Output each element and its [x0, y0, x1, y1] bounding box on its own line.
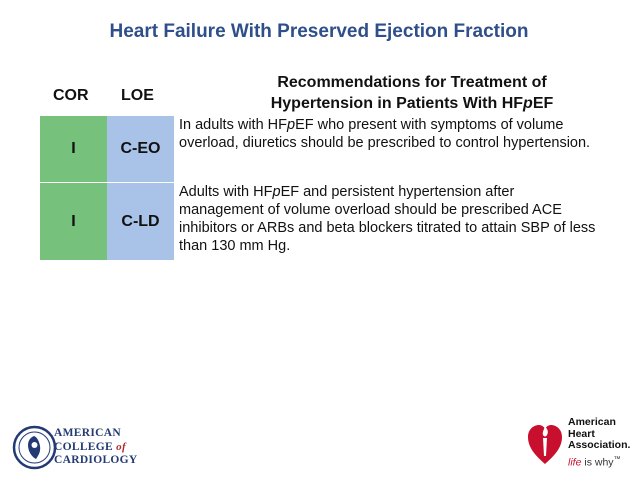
recommendations-header-italic: p [523, 95, 533, 112]
loe-cell-row2: C-LD [107, 182, 174, 260]
acc-line2-college: COLLEGE [54, 440, 113, 453]
acc-line2 [54, 441, 138, 455]
acc-line2-of: of [116, 440, 126, 453]
loe-cell-row1: C-EO [107, 116, 174, 182]
page-title: Heart Failure With Preserved Ejection Fraction [109, 21, 529, 42]
aha-tagline-life: life [568, 456, 582, 469]
recommendation-row2 [179, 183, 599, 255]
recommendation-row2-italic: p [272, 184, 281, 200]
aha-tagline-why: is why [581, 456, 614, 469]
acc-line3: CARDIOLOGY [54, 454, 138, 466]
recommendation-row2-b: EF and persistent hypertension after management of volume overload should be prescribed ACE inhibitors or ARBs and beta blockers titrated to attain SBP of less than 130 mm Hg. [179, 184, 596, 254]
recommendation-row1 [179, 116, 599, 152]
recommendation-row2-a: Adults with HF [179, 184, 273, 200]
aha-logo-text [568, 417, 630, 452]
acc-logo-text [54, 427, 138, 468]
cor-cell-row1: I [40, 116, 107, 182]
recommendation-row1-italic: p [287, 117, 296, 133]
cor-header: COR [53, 87, 89, 104]
recommendations-header-line1: Recommendations for Treatment of [277, 74, 547, 91]
aha-line3: Association. [568, 439, 631, 451]
loe-header: LOE [121, 87, 154, 104]
aha-tagline-tm: ™ [613, 456, 621, 463]
recommendation-row1-a: In adults with HF [179, 117, 287, 133]
acc-line1: AMERICAN [54, 427, 121, 439]
recommendation-row1-b: EF who present with symptoms of volume overload, diuretics should be prescribed to control hypertension. [179, 117, 591, 151]
recommendations-header-end: EF [532, 95, 554, 112]
acc-seal-icon [12, 425, 57, 470]
aha-tagline [568, 456, 621, 469]
recommendations-header-line2: Hypertension in Patients With HF [270, 95, 524, 112]
aha-line2: Heart [568, 427, 595, 440]
aha-line1: American [568, 416, 616, 428]
recommendations-header [212, 72, 612, 114]
cor-cell-row2: I [40, 182, 107, 260]
aha-heart-torch-icon [526, 418, 564, 466]
